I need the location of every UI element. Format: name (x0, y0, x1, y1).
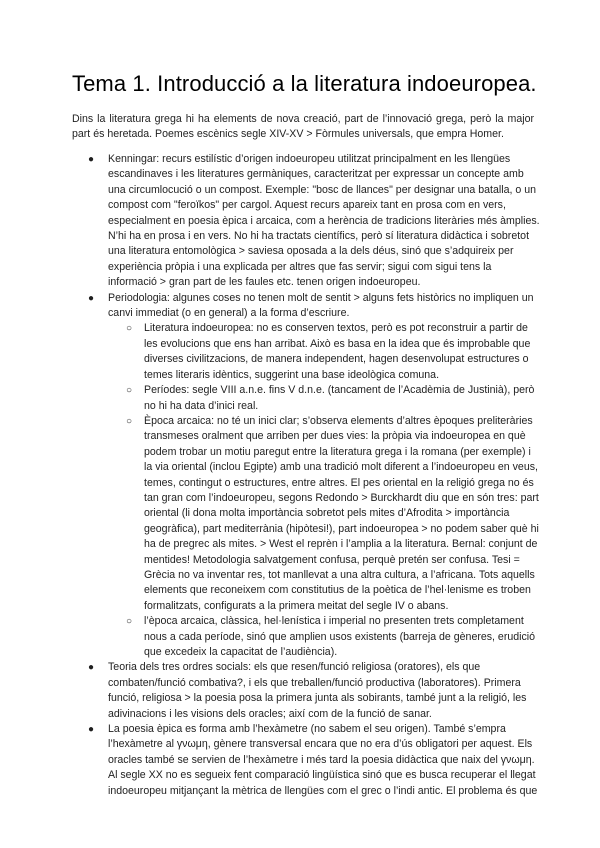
list-item (72, 722, 540, 799)
sub-list-item-text: Períodes: segle VIII a.n.e. fins V d.n.e. (tancament de l’Acadèmia de Justinià), però no hi ha data d’inici real. (144, 384, 535, 412)
bullet-circle-icon: ○ (126, 616, 133, 628)
bullet-circle-icon: ○ (126, 323, 133, 335)
list-item (72, 660, 540, 722)
sub-list-item (108, 321, 540, 383)
intro-paragraph: Dins la literatura grega hi ha elements de nova creació, part de l’innovació grega, però la major part és heretada. Poemes escènics segle XIV-XV > Fòrmules universals, que empra Homer. (72, 113, 534, 141)
sub-list-item (108, 414, 540, 614)
list-item-text: Kenningar: recurs estilístic d’origen indoeuropeu utilitzat principalment en les llengües escandinaves i les literatures germàniques, caracteritzat per expressar un concepte amb una circumlocució o un compost. Exemple: "bosc de llances" per designar una batalla, o un compost com "feroïkos" per cargol. Aquest recurs apareix tant en prosa com en vers, especialment en poesia èpica i arcaica, com a herència de tradicions literàries més àmplies. N’hi ha en prosa i en vers. No hi ha tractats científics, però sí literatura didàctica i sobretot una literatura entomològica > saviesa oposada a la dels déus, sinó que s’adquireix per experiència pròpia i una explicada per altres que fas servir; sigui com sigui tens la informació > gran part de les faules etc. tenen origen indoeuropeu. (108, 153, 540, 289)
page-title: Tema 1. Introducció a la literatura indoeuropea. (72, 71, 537, 96)
list-item-text: Teoria dels tres ordres socials: els que resen/funció religiosa (oratores), els que combaten/funció combativa?, i els que treballen/funció productiva (laboratores). Primera funció, religiosa > la poesia posa la primera junta als sobirants, també junt a la religió, les adivinacions i les visions dels oracles; així com de la funció de sanar. (108, 661, 527, 720)
sub-list-item-text: l’època arcaica, clàssica, hel·lenística i imperial no presenten trets completament nous a cada període, sinó que amplien usos existents (barreja de gèneres, erudició que excedeix la capacitat de l’audiència). (144, 615, 536, 658)
list-item-text: La poesia èpica es forma amb l’hexàmetre (no sabem el seu origen). També s’empra l’hexàmetre al γνωμη, gènere transversal encara que no era d’ús obligatori per aquest. Els oracles també se servien de l’hexàmetre i més tard la poesia didàctica que naix del γνωμη. Al segle XX no es segueix fent comparació lingüística sinó que es busca recuperar el llegat indoeuropeu mitjançant la mètrica de llengües com el grec o l’indi antic. El problema és que (108, 723, 538, 797)
bullet-dot-icon: ● (88, 292, 95, 304)
bullet-list (72, 152, 540, 799)
bullet-circle-icon: ○ (126, 385, 133, 397)
list-item (72, 291, 540, 661)
list-item (72, 152, 540, 291)
bullet-circle-icon: ○ (126, 415, 133, 427)
bullet-dot-icon: ● (88, 662, 95, 674)
sub-list-item (108, 614, 540, 660)
bullet-dot-icon: ● (88, 724, 95, 736)
sub-list-item (108, 383, 540, 414)
bullet-dot-icon: ● (88, 154, 95, 165)
sub-list (108, 321, 540, 660)
sub-list-item-text: Literatura indoeuropea: no es conserven textos, però es pot reconstruir a partir de les evolucions que ens han arribat. Això es basa en la idea que és improbable que diverses civilitzacions, de manera independent, hagen desenvolupat estructures o temes literaris idèntics, suggerint una base ideològica comuna. (144, 322, 531, 381)
sub-list-item-text: Època arcaica: no té un inici clar; s’observa elements d’altres èpoques preliteràries transmeses oralment que arriben per dues vies: la pròpia via indoeuropea en què podem trobar un motiu paregut entre la literatura grega i la romana (per exemple) i la via oriental (inclou Egipte) amb una tradició molt diferent a l’indoeuropeu en veus, temes, contingut o estructures, entre altres. El pes oriental en la religió grega no és tan gran com l’indoeuropeu, segons Redondo > Burckhardt diu que en són tres: part oriental (li dona molta importància sobretot pels mites d’Afrodita > importància geogràfica), part mediterrània (hipòtesi!), part indoeuropea > no podem saber què hi ha de pregrec als mites. > West el reprèn i l’amplia a la literatura. Bernal: conjunt de mentides! Metodologia salvatgement confusa, perquè pretén ser confusa. Tesi = Grècia no va inventar res, tot manllevat a una altra cultura, a l’africana. Tots aquells elements que reconeixem com constitutius de la poètica de l’hel·lenisme es troben formalitzats, configurats a la primera meitat del segle IV o abans. (144, 414, 539, 612)
list-item-text: Periodologia: algunes coses no tenen molt de sentit > alguns fets històrics no impliquen un canvi immediat (o en general) a la forma d’escriure. (108, 291, 534, 320)
